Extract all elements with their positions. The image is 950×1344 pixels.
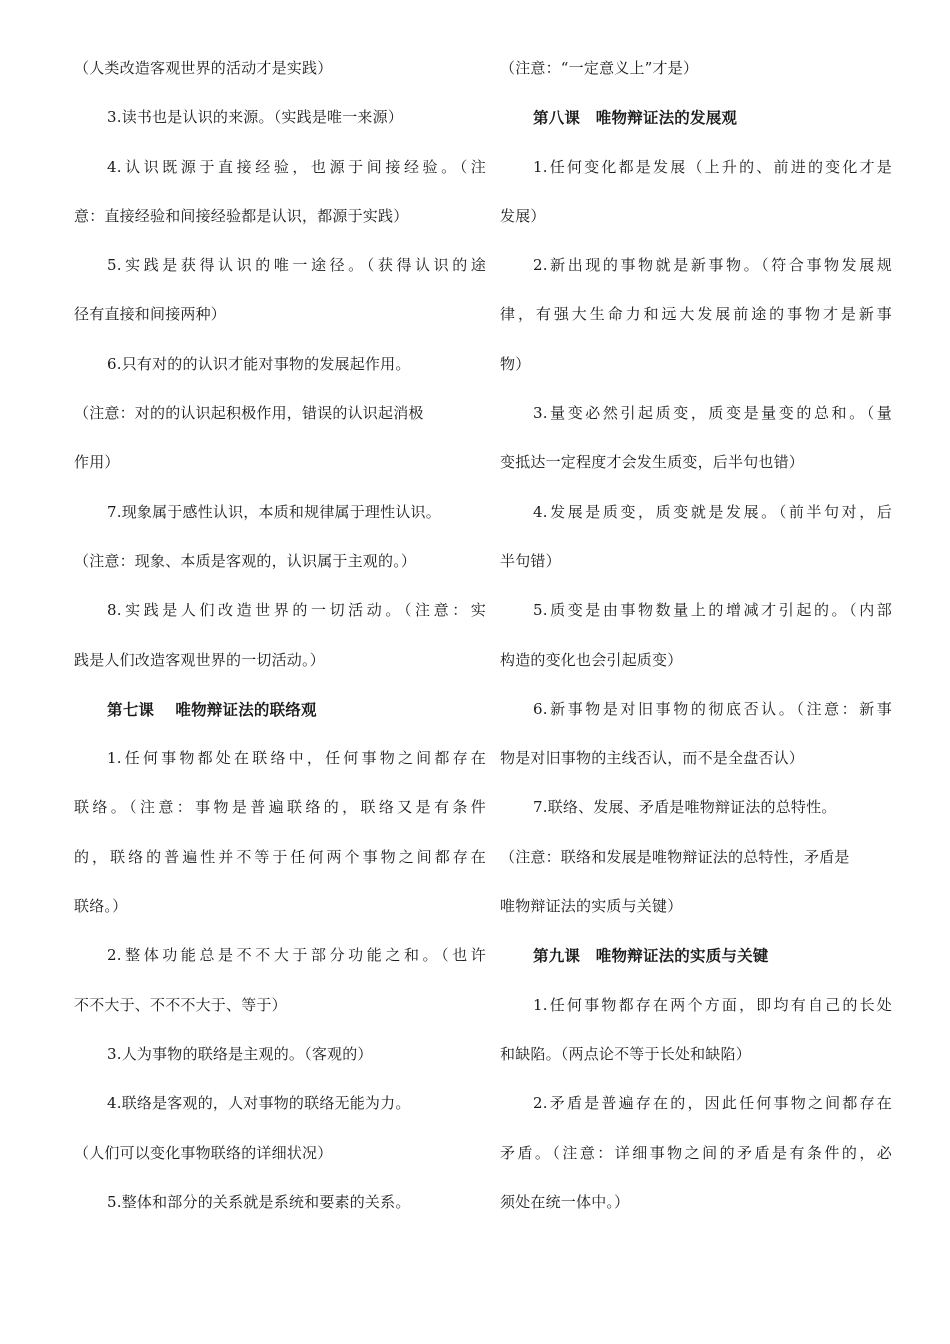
text-line: 径有直接和间接两种） [74, 305, 227, 324]
text-line: 2.整体功能总是不不大于部分功能之和。（也许 [107, 946, 486, 965]
text-line: 3.人为事物的联络是主观的。（客观的） [107, 1044, 373, 1063]
text-line: 律，有强大生命力和远大发展前途的事物才是新事 [500, 305, 892, 324]
text-line: （注意：对的的认识起积极作用，错误的认识起消极 [74, 404, 424, 423]
section-heading: 第九课 唯物辩证法的实质与关键 [533, 946, 769, 966]
text-line: 2.矛盾是普遍存在的，因此任何事物之间都存在 [533, 1094, 892, 1113]
text-line: 1.任何事物都存在两个方面，即均有自己的长处 [533, 995, 892, 1014]
text-line: 7.现象属于感性认识，本质和规律属于理性认识。 [107, 502, 441, 521]
text-line: 4.发展是质变，质变就是发展。（前半句对，后 [533, 502, 892, 521]
text-line: 5.实践是获得认识的唯一途径。（获得认识的途 [107, 256, 486, 275]
text-line: 不不大于、不不不大于、等于） [74, 995, 287, 1014]
text-line: 变抵达一定程度才会发生质变，后半句也错） [500, 453, 805, 472]
right-column [500, 44, 892, 1227]
text-line: 8.实践是人们改造世界的一切活动。（注意：实 [107, 601, 486, 620]
text-line: 3.量变必然引起质变，质变是量变的总和。（量 [533, 404, 892, 423]
text-line: 和缺陷。（两点论不等于长处和缺陷） [500, 1044, 751, 1063]
text-line: 践是人们改造客观世界的一切活动。） [74, 650, 325, 669]
left-column [74, 44, 486, 1227]
text-line: 物） [500, 354, 531, 373]
text-line: 联络。） [74, 897, 128, 916]
text-line: 作用） [74, 453, 120, 472]
text-line: 1.任何事物都处在联络中，任何事物之间都存在 [107, 749, 486, 768]
text-line: 6.新事物是对旧事物的彻底否认。（注意：新事 [533, 699, 892, 718]
text-line: 4.认识既源于直接经验，也源于间接经验。（注 [107, 157, 486, 176]
text-line: 意：直接经验和间接经验都是认识，都源于实践） [74, 206, 409, 225]
text-line: 3.读书也是认识的来源。（实践是唯一来源） [107, 108, 404, 127]
text-line: 2.新出现的事物就是新事物。（符合事物发展规 [533, 256, 892, 275]
text-line: 6.只有对的的认识才能对事物的发展起作用。 [107, 354, 411, 373]
text-line: 矛盾。（注意：详细事物之间的矛盾是有条件的，必 [500, 1143, 892, 1162]
text-line: 物是对旧事物的主线否认，而不是全盘否认） [500, 749, 805, 768]
text-line: 的，联络的普遍性并不等于任何两个事物之间都存在 [74, 847, 486, 866]
text-line: 4.联络是客观的，人对事物的联络无能为力。 [107, 1094, 411, 1113]
text-line: （注意：现象、本质是客观的，认识属于主观的。） [74, 551, 417, 570]
text-line: 构造的变化也会引起质变） [500, 650, 683, 669]
text-line: 联络。（注意：事物是普遍联络的，联络又是有条件 [74, 798, 486, 817]
text-line: （注意：联络和发展是唯物辩证法的总特性，矛盾是 [500, 847, 850, 866]
text-line: （注意：“一定意义上”才是） [500, 59, 699, 77]
section-heading: 第八课 唯物辩证法的发展观 [533, 108, 738, 128]
text-line: 5.质变是由事物数量上的增减才引起的。（内部 [533, 601, 892, 620]
text-line: 发展） [500, 206, 546, 225]
text-line: 1.任何变化都是发展（上升的、前进的变化才是 [533, 157, 892, 176]
text-line: 半句错） [500, 551, 561, 570]
text-line: 唯物辩证法的实质与关键） [500, 897, 683, 916]
text-line: （人们可以变化事物联络的详细状况） [74, 1143, 333, 1162]
text-line: 5.整体和部分的关系就是系统和要素的关系。 [107, 1192, 411, 1211]
section-heading: 第七课 唯物辩证法的联络观 [107, 699, 317, 719]
text-line: （人类改造客观世界的活动才是实践） [74, 59, 333, 77]
text-line: 7.联络、发展、矛盾是唯物辩证法的总特性。 [533, 798, 837, 817]
text-line: 须处在统一体中。） [500, 1192, 630, 1211]
